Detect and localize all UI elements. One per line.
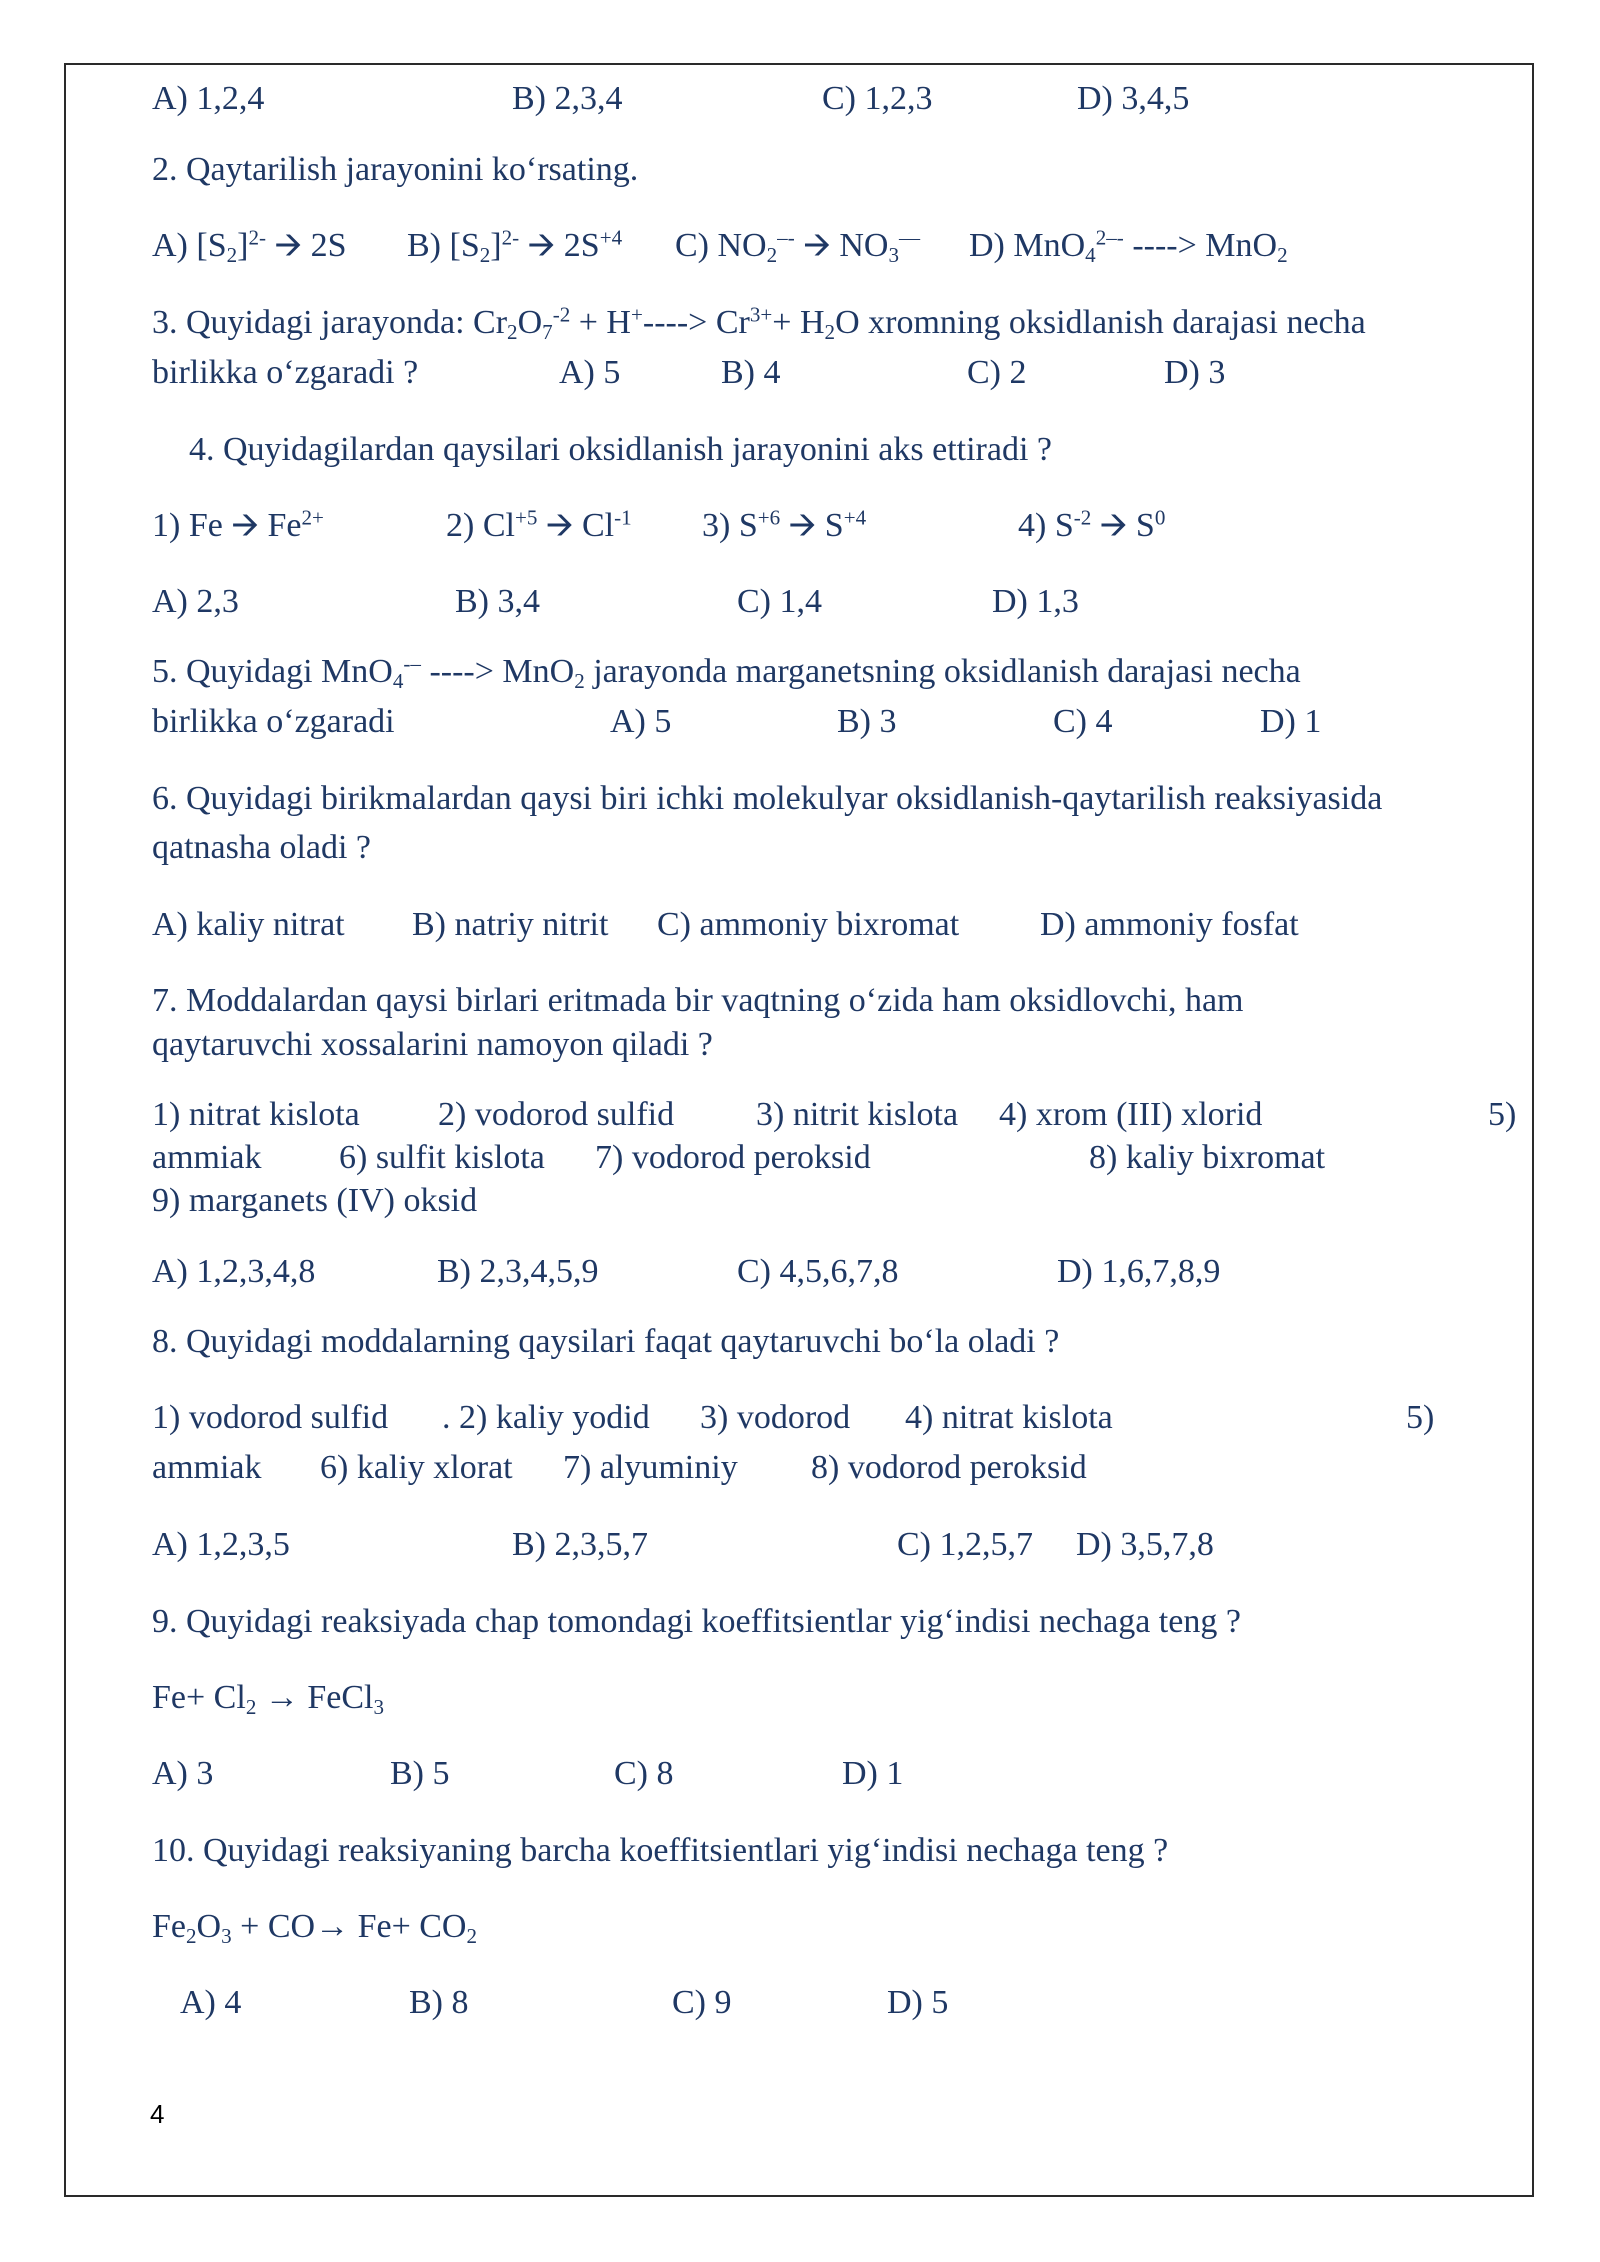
q3-option-c: C) 2 (967, 354, 1027, 391)
q10-option-c: C) 9 (672, 1984, 732, 2021)
q4-item-2: 2) $Cl^{+5}$ 🡪 $Cl^{-1}$ (446, 505, 632, 544)
arrow-icon: 🡪 (274, 227, 303, 264)
q9-option-c: C) 8 (614, 1755, 674, 1792)
q9-option-d: D) 1 (842, 1755, 904, 1792)
q4-option-d: D) 1,3 (992, 583, 1079, 620)
q6-question-line2: qatnasha oladi ? (152, 829, 372, 866)
q7-item-3: 3) nitrit kislota (756, 1096, 959, 1133)
q4-option-a: A) 2,3 (152, 583, 239, 620)
q8-item-2: . 2) kaliy yodid (442, 1399, 650, 1436)
q7-item-5-text: ammiak (152, 1139, 262, 1176)
q1-option-a: A) 1,2,4 (152, 80, 265, 117)
q5-question-tail: birlikka o‘zgaradi (152, 703, 395, 740)
q2-option-a: A) $[S_2]^{2-}$ 🡪 2S (152, 225, 347, 267)
q7-item-9: 9) marganets (IV) oksid (152, 1182, 478, 1219)
q10-question: 10. Quyidagi reaksiyaning barcha koeffitsientlari yig‘indisi nechaga teng ? (152, 1832, 1169, 1869)
q5-option-c: C) 4 (1053, 703, 1113, 740)
q5-option-a: A) 5 (610, 703, 672, 740)
q8-item-1: 1) vodorod sulfid (152, 1399, 389, 1436)
arrow-icon: 🡪 (231, 507, 259, 544)
q10-equation: $Fe_2O_3 + CO\to Fe+ CO_2$ (152, 1908, 478, 1948)
q7-question-line1: 7. Moddalardan qaysi birlari eritmada bir vaqtning o‘zida ham oksidlovchi, ham (152, 982, 1244, 1019)
q7-option-c: C) 4,5,6,7,8 (737, 1253, 899, 1290)
q1-option-b: B) 2,3,4 (512, 80, 623, 117)
q3-option-a: A) 5 (559, 354, 621, 391)
q7-item-7: 7) vodorod peroksid (595, 1139, 871, 1176)
q7-question-line2: qaytaruvchi xossalarini namoyon qiladi ? (152, 1026, 713, 1063)
q7-item-6: 6) sulfit kislota (339, 1139, 545, 1176)
q3-question-line1: 3. Quyidagi jarayonda: $Cr_2O_7^{-2} + H^+----> Cr^{3+}+ H_2O$ xromning oksidlanish darajasi necha (152, 302, 1366, 344)
q4-option-b: B) 3,4 (455, 583, 540, 620)
q10-option-b: B) 8 (409, 1984, 469, 2021)
q4-item-3: 3) $S^{+6}$ 🡪 $S^{+4}$ (702, 505, 867, 544)
q9-question: 9. Quyidagi reaksiyada chap tomondagi koeffitsientlar yig‘indisi nechaga teng ? (152, 1603, 1241, 1640)
q6-question-line1: 6. Quyidagi birikmalardan qaysi biri ichki molekulyar oksidlanish-qaytarilish reaksiyasida (152, 780, 1383, 817)
q8-item-7: 7) alyuminiy (563, 1449, 738, 1486)
arrow-icon: 🡪 (527, 227, 556, 264)
q8-item-6: 6) kaliy xlorat (320, 1449, 513, 1486)
q8-item-5: 5) (1406, 1399, 1435, 1436)
q6-option-b: B) natriy nitrit (412, 906, 609, 943)
q8-option-c: C) 1,2,5,7 (897, 1526, 1033, 1563)
q4-option-c: C) 1,4 (737, 583, 822, 620)
arrow-icon: 🡪 (1099, 507, 1128, 544)
q1-option-c: C) 1,2,3 (822, 80, 933, 117)
page-number: 4 (150, 2099, 165, 2129)
q8-item-8: 8) vodorod peroksid (811, 1449, 1087, 1486)
q6-option-d: D) ammoniy fosfat (1040, 906, 1299, 943)
q3-option-d: D) 3 (1164, 354, 1226, 391)
q7-item-4: 4) xrom (III) xlorid (999, 1096, 1263, 1133)
q8-item-4: 4) nitrat kislota (905, 1399, 1113, 1436)
q6-option-c: C) ammoniy bixromat (657, 906, 960, 943)
q7-item-5: 5) (1488, 1096, 1517, 1133)
q7-item-1: 1) nitrat kislota (152, 1096, 360, 1133)
q5-option-b: B) 3 (837, 703, 897, 740)
q7-option-b: B) 2,3,4,5,9 (437, 1253, 599, 1290)
q8-question: 8. Quyidagi moddalarning qaysilari faqat qaytaruvchi bo‘la oladi ? (152, 1323, 1060, 1360)
arrow-icon: 🡪 (545, 507, 574, 544)
q9-equation: $Fe+ Cl_2$ → FeCl$_3$ (152, 1679, 385, 1719)
q8-option-b: B) 2,3,5,7 (512, 1526, 648, 1563)
q5-question-line1: 5. Quyidagi MnO$_4$-– ----> MnO$_2$ jarayonda marganetsning oksidlanish darajasi necha (152, 651, 1301, 693)
q7-option-d: D) 1,6,7,8,9 (1057, 1253, 1221, 1290)
q4-item-1: 1) Fe 🡪 $Fe^{2+}$ (152, 505, 324, 544)
q8-option-d: D) 3,5,7,8 (1076, 1526, 1214, 1563)
q10-option-a: A) 4 (180, 1984, 242, 2021)
q4-question: 4. Quyidagilardan qaysilari oksidlanish jarayonini aks ettiradi ? (189, 431, 1052, 468)
q1-option-d: D) 3,4,5 (1077, 80, 1190, 117)
q5-option-d: D) 1 (1260, 703, 1322, 740)
arrow-icon: 🡪 (788, 507, 817, 544)
q3-option-b: B) 4 (721, 354, 781, 391)
q7-option-a: A) 1,2,3,4,8 (152, 1253, 316, 1290)
q7-item-2: 2) vodorod sulfid (438, 1096, 675, 1133)
arrow-icon: 🡪 (803, 227, 831, 264)
q8-option-a: A) 1,2,3,5 (152, 1526, 290, 1563)
q2-option-b: B) $[S_2]^{2-}$ 🡪 $2S^{+4}$ (407, 225, 623, 267)
q2-option-d: D) MnO$_4^{2--}$ ----> MnO$_2$ (969, 225, 1288, 267)
q9-option-b: B) 5 (390, 1755, 450, 1792)
q8-item-5-text: ammiak (152, 1449, 262, 1486)
q9-option-a: A) 3 (152, 1755, 214, 1792)
q7-item-8: 8) kaliy bixromat (1089, 1139, 1326, 1176)
q4-item-4: 4) $S^{-2}$ 🡪 $S^0$ (1018, 505, 1166, 544)
q3-question-tail: birlikka o‘zgaradi ? (152, 354, 419, 391)
q10-option-d: D) 5 (887, 1984, 949, 2021)
q2-question: 2. Qaytarilish jarayonini ko‘rsating. (152, 151, 639, 188)
q2-option-c: C) $NO_2^{--}$ 🡪 $NO_3^—$ (675, 225, 921, 267)
q6-option-a: A) kaliy nitrat (152, 906, 345, 943)
q8-item-3: 3) vodorod (700, 1399, 851, 1436)
